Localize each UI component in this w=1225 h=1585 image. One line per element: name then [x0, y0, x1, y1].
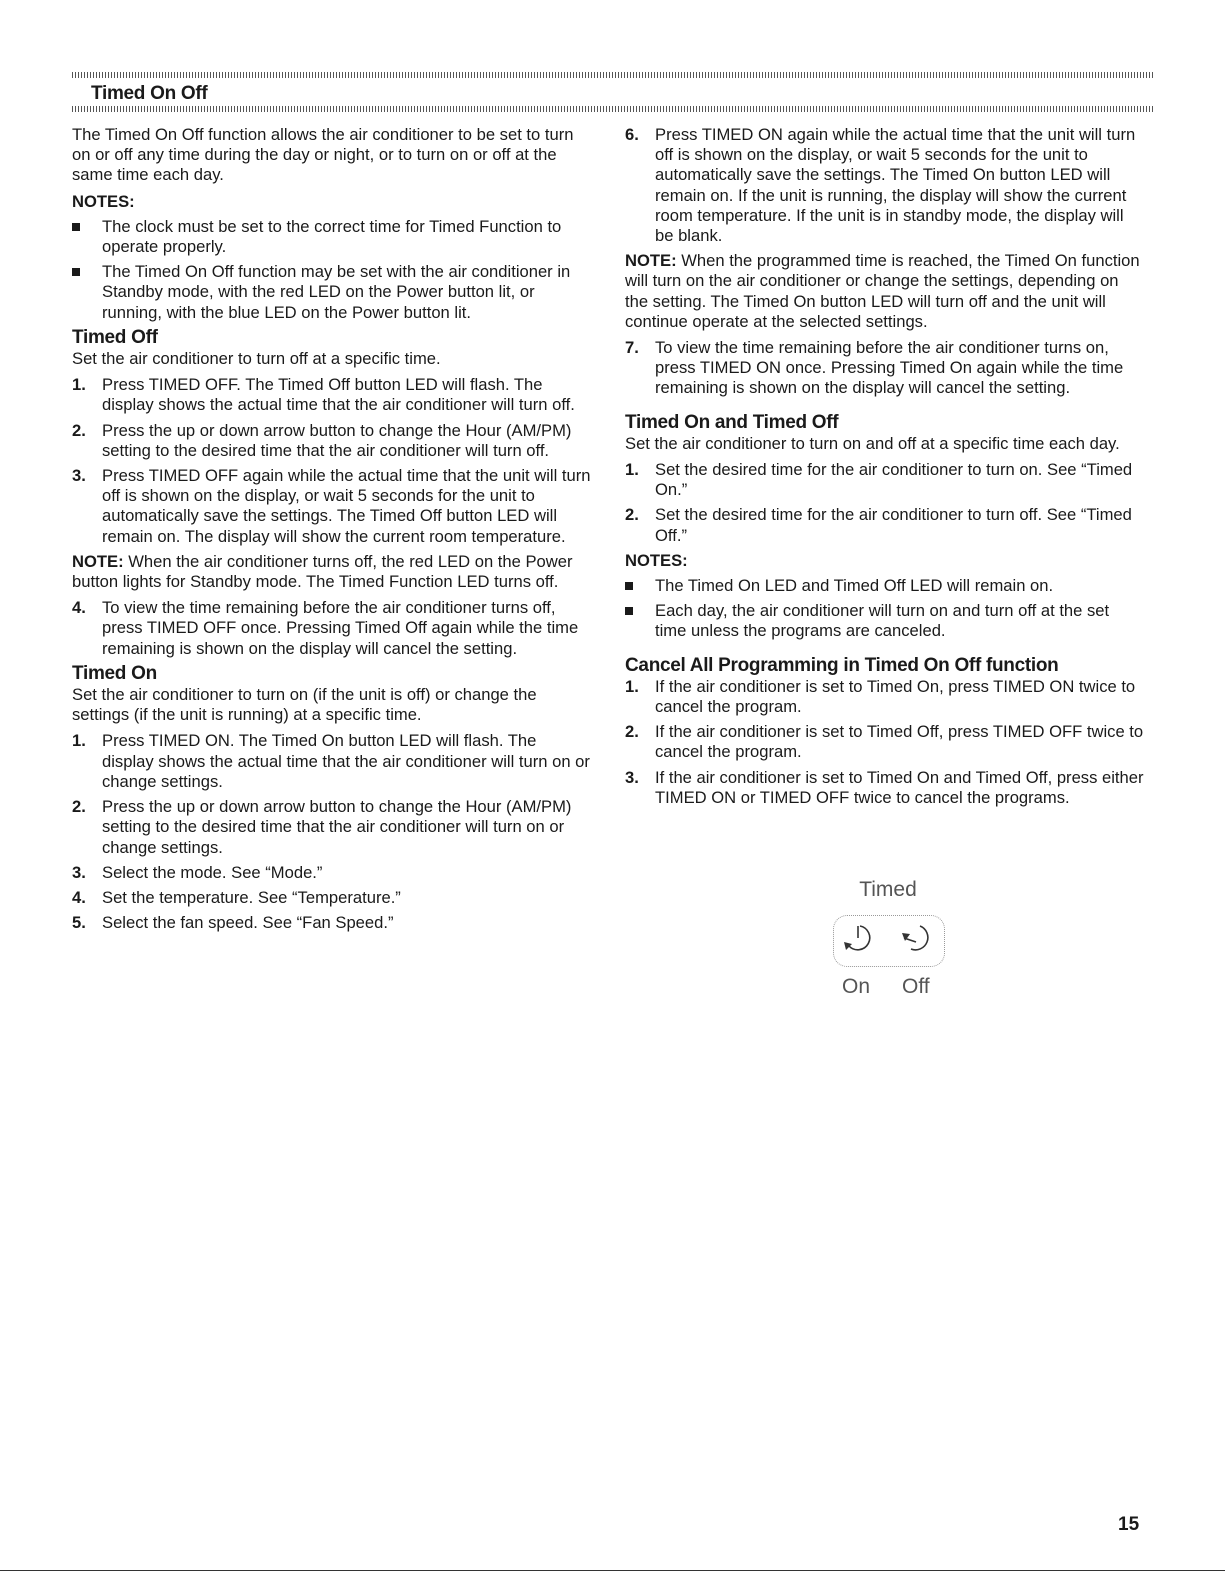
- list-item: 3. Select the mode. See “Mode.”: [72, 862, 323, 882]
- list-item: 4. Set the temperature. See “Temperature.”: [72, 887, 401, 907]
- timed-on-steps-final: [625, 338, 1145, 399]
- graphic-title: Timed: [859, 878, 917, 901]
- timed-on-intro: Set the air conditioner to turn on (if the unit is off) or change the settings (if the unit is running) at a specific time.: [72, 685, 537, 725]
- timed-off-note: NOTE: When the air conditioner turns off, the red LED on the Power button lights for Standby mode. The Timed Function LED turns off.: [72, 551, 573, 592]
- off-label: Off: [902, 975, 930, 998]
- header-rule-bottom: [72, 106, 1154, 112]
- list-item: 2. Set the desired time for the air conditioner to turn off. See “Timed Off.”: [625, 505, 1132, 545]
- list-item: 1. Press TIMED OFF. The Timed Off button LED will flash. The display shows the actual time that the air conditioner will turn off.: [72, 375, 575, 415]
- list-item: 3. Press TIMED OFF again while the actual time that the unit will turn off is shown on the display, or wait 5 seconds for the unit to automatically save the settings. The Timed Off button LED will remain on. The display will show the current room temperature.: [72, 466, 591, 546]
- header-rule-top: [72, 72, 1154, 78]
- bullet-icon: [625, 582, 633, 590]
- timed-on-heading: Timed On: [72, 662, 157, 684]
- notes-list: [72, 217, 592, 323]
- section-title: Timed On Off: [91, 83, 208, 104]
- notes-heading: NOTES:: [625, 550, 688, 570]
- list-item: 1. Press TIMED ON. The Timed On button LED will flash. The display shows the actual time that the air conditioner will turn on or change settings.: [72, 731, 590, 791]
- left-column: [72, 125, 592, 938]
- list-item: 2. Press the up or down arrow button to change the Hour (AM/PM) setting to the desired time that the air conditioner will turn off.: [72, 420, 572, 460]
- list-item: 7. To view the time remaining before the air conditioner turns on, press TIMED ON once. Pressing Timed On again while the time remaining is shown on the display will cancel the setting.: [625, 338, 1124, 398]
- timed-on-steps-continued: [625, 125, 1145, 246]
- page-number: 15: [1118, 1514, 1140, 1535]
- bottom-rule: [0, 1570, 1225, 1571]
- list-item: 5. Select the fan speed. See “Fan Speed.”: [72, 913, 394, 933]
- right-column: [625, 125, 1145, 813]
- list-item: 4. To view the time remaining before the air conditioner turns off, press TIMED OFF once. Pressing Timed Off again while the time remaining is shown on the display will cancel the setting.: [72, 598, 579, 658]
- intro-paragraph: The Timed On Off function allows the air conditioner to be set to turn on or off any time during the day or night, or to turn on or off at the same time each day.: [72, 125, 574, 185]
- list-item: 1. If the air conditioner is set to Timed On, press TIMED ON twice to cancel the program.: [625, 676, 1136, 717]
- list-item: 2. If the air conditioner is set to Timed Off, press TIMED OFF twice to cancel the program.: [625, 722, 1144, 762]
- bullet-icon: [72, 268, 80, 276]
- timed-off-steps: [72, 375, 592, 547]
- timed-on-and-off-intro: Set the air conditioner to turn on and off at a specific time each day.: [625, 433, 1120, 453]
- timer-off-icon: [898, 920, 938, 958]
- list-item: The Timed On LED and Timed Off LED will remain on.: [625, 576, 1145, 596]
- cancel-steps: [625, 677, 1145, 808]
- timed-on-and-off-steps: [625, 460, 1145, 546]
- list-item: 1. Set the desired time for the air conditioner to turn on. See “Timed On.”: [625, 460, 1133, 500]
- list-item: 3. If the air conditioner is set to Timed On and Timed Off, press either TIMED ON or TIMED OFF twice to cancel the programs.: [625, 767, 1144, 807]
- timer-on-icon: [838, 920, 878, 958]
- timed-on-and-off-heading: Timed On and Timed Off: [625, 411, 839, 433]
- timed-buttons-graphic: [828, 878, 948, 1003]
- list-item: Each day, the air conditioner will turn on and turn off at the set time unless the programs are canceled.: [625, 601, 1145, 641]
- notes-list: [625, 576, 1145, 642]
- timed-off-intro: Set the air conditioner to turn off at a specific time.: [72, 349, 441, 369]
- notes-heading: NOTES:: [72, 191, 135, 211]
- list-item: The clock must be set to the correct time for Timed Function to operate properly.: [72, 217, 592, 257]
- bullet-icon: [625, 607, 633, 615]
- list-item: 2. Press the up or down arrow button to change the Hour (AM/PM) setting to the desired time that the air conditioner will turn on or change settings.: [72, 797, 572, 857]
- cancel-programming-heading: Cancel All Programming in Timed On Off function: [625, 654, 1059, 676]
- bullet-icon: [72, 223, 80, 231]
- timed-on-steps: [72, 731, 592, 933]
- list-item: 6. Press TIMED ON again while the actual time that the unit will turn off is shown on the display, or wait 5 seconds for the unit to automatically save the settings. The Timed On button LED will remain on. If the unit is running, the display will show the current room temperature. If the unit is in standby mode, the display will be blank.: [625, 125, 1136, 246]
- timed-off-steps-continued: [72, 598, 592, 659]
- timed-on-note: NOTE: When the programmed time is reached, the Timed On function will turn on the air conditioner or change the settings, depending on the setting. The Timed On button LED will turn off and the unit will continue operate at the selected settings.: [625, 251, 1140, 331]
- timed-off-heading: Timed Off: [72, 326, 158, 348]
- on-label: On: [842, 975, 871, 998]
- list-item: The Timed On Off function may be set with the air conditioner in Standby mode, with the red LED on the Power button lit, or running, with the blue LED on the Power button lit.: [72, 262, 592, 323]
